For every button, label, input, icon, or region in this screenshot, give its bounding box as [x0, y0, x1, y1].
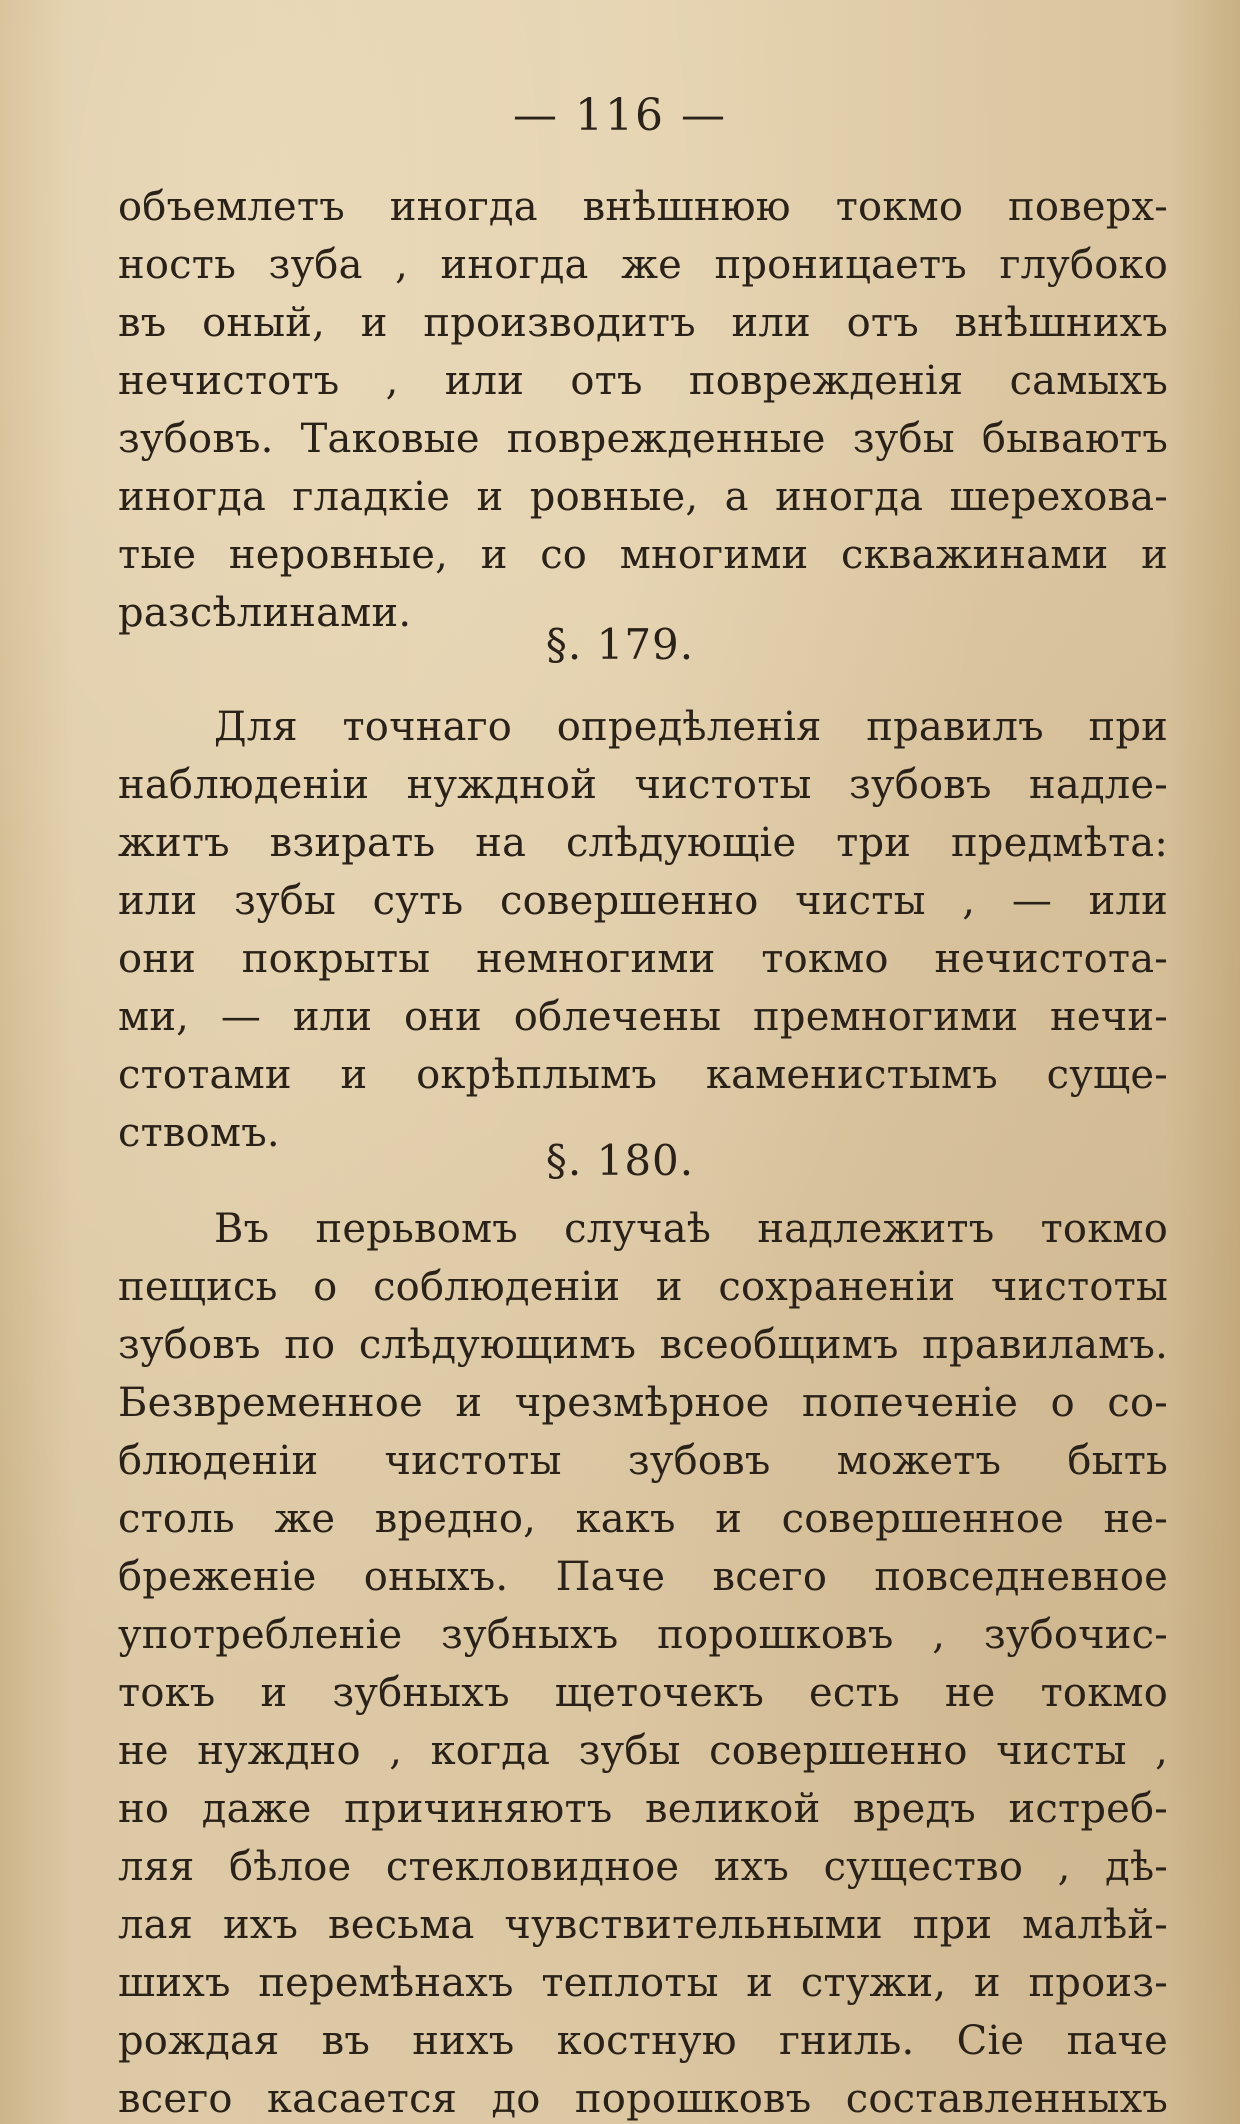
- text-line: въ оный, и производитъ или отъ внѣшнихъ: [118, 300, 1168, 346]
- text-line: не нуждно , когда зубы совершенно чисты ,: [118, 1728, 1168, 1774]
- text-line: бреженіе оныхъ. Паче всего повседневное: [118, 1554, 1168, 1600]
- text-line: всего касается до порошковъ составленныхъ: [118, 2076, 1168, 2122]
- text-line: ность зуба , иногда же проницаетъ глубоко: [118, 242, 1168, 288]
- page-number: — 116 —: [513, 90, 727, 141]
- text-line: Въ перьвомъ случаѣ надлежитъ токмо: [214, 1206, 1168, 1252]
- text-line: лая ихъ весьма чувствительными при малѣй-: [118, 1902, 1168, 1948]
- text-line: объемлетъ иногда внѣшнюю токмо поверх-: [118, 184, 1168, 230]
- text-line: Для точнаго опредѣленія правилъ при: [214, 704, 1168, 750]
- paragraph-continued: [118, 178, 1168, 642]
- text-line: или зубы суть совершенно чисты , — или: [118, 878, 1168, 924]
- text-line: житъ взирать на слѣдующіе три предмѣта:: [118, 820, 1168, 866]
- text-line: ми, — или они облечены премногими нечи-: [118, 994, 1168, 1040]
- text-line: зубовъ. Таковые поврежденные зубы бываютъ: [118, 416, 1168, 462]
- text-line: столь же вредно, какъ и совершенное не-: [118, 1496, 1168, 1542]
- section-179-paragraph: [118, 698, 1168, 1162]
- text-line: наблюденіи нуждной чистоты зубовъ надле-: [118, 762, 1168, 808]
- section-180-paragraph: [118, 1200, 1168, 2124]
- text-line: токъ и зубныхъ щеточекъ есть не токмо: [118, 1670, 1168, 1716]
- text-line: но даже причиняютъ великой вредъ истреб-: [118, 1786, 1168, 1832]
- text-line: ляя бѣлое стекловидное ихъ существо , дѣ-: [118, 1844, 1168, 1890]
- text-line: Безвременное и чрезмѣрное попеченіе о со-: [118, 1380, 1168, 1426]
- text-line: стотами и окрѣплымъ каменистымъ суще-: [118, 1052, 1168, 1098]
- text-line: нечистотъ , или отъ поврежденія самыхъ: [118, 358, 1168, 404]
- text-line: иногда гладкіе и ровные, а иногда шерехова-: [118, 474, 1168, 520]
- text-line: употребленіе зубныхъ порошковъ , зубочис-: [118, 1612, 1168, 1658]
- text-line: блюденіи чистоты зубовъ можетъ быть: [118, 1438, 1168, 1484]
- text-line: разсѣлинами.: [118, 590, 412, 636]
- text-line: ствомъ.: [118, 1110, 280, 1156]
- text-line: пещись о соблюденіи и сохраненіи чистоты: [118, 1264, 1168, 1310]
- section-heading-180: §. 180.: [545, 1136, 695, 1185]
- text-line: шихъ перемѣнахъ теплоты и стужи, и произ-: [118, 1960, 1168, 2006]
- text-line: тые неровные, и со многими скважинами и: [118, 532, 1168, 578]
- section-heading-179: §. 179.: [545, 620, 695, 669]
- text-line: они покрыты немногими токмо нечистота-: [118, 936, 1168, 982]
- text-line: рождая въ нихъ костную гниль. Сіе паче: [118, 2018, 1168, 2064]
- text-line: зубовъ по слѣдующимъ всеобщимъ правиламъ.: [118, 1322, 1168, 1368]
